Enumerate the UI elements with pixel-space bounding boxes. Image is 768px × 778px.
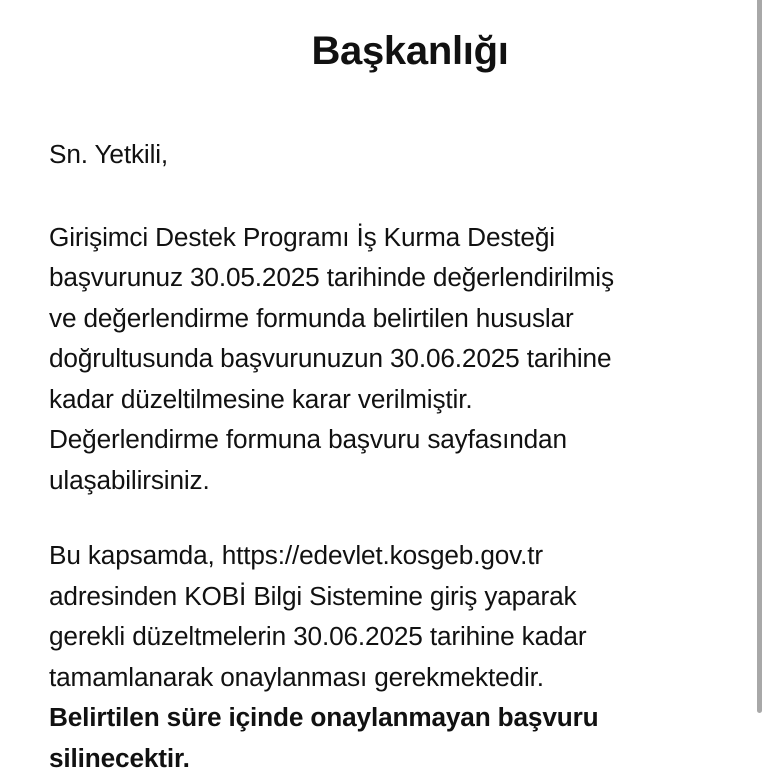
text-line: tamamlanarak onaylanması gerekmektedir. [49,657,749,698]
warning-line: silinecektir. [49,738,749,778]
text-line: ve değerlendirme formunda belirtilen hususlar [49,298,749,339]
text-line: doğrultusunda başvurunuzun 30.06.2025 tarihine [49,338,749,379]
text-line: adresinden KOBİ Bilgi Sistemine giriş yaparak [49,576,749,617]
text-line: ulaşabilirsiniz. [49,460,749,501]
page-title: Başkanlığı [0,21,768,81]
paragraph-evaluation [49,217,749,501]
text-line: Girişimci Destek Programı İş Kurma Desteği [49,217,749,258]
text-line: başvurunuz 30.05.2025 tarihinde değerlendirilmiş [49,257,749,298]
text-line: gerekli düzeltmelerin 30.06.2025 tarihine kadar [49,616,749,657]
warning-line: Belirtilen süre içinde onaylanmayan başvuru [49,697,749,738]
text-line-with-link: Bu kapsamda, https://edevlet.kosgeb.gov.tr [49,535,749,576]
paragraph-instructions [49,535,749,778]
scrollbar[interactable] [757,0,762,713]
letter-body [49,134,749,778]
greeting: Sn. Yetkili, [49,134,749,175]
text-line: kadar düzeltilmesine karar verilmiştir. [49,379,749,420]
text-line: Değerlendirme formuna başvuru sayfasından [49,419,749,460]
